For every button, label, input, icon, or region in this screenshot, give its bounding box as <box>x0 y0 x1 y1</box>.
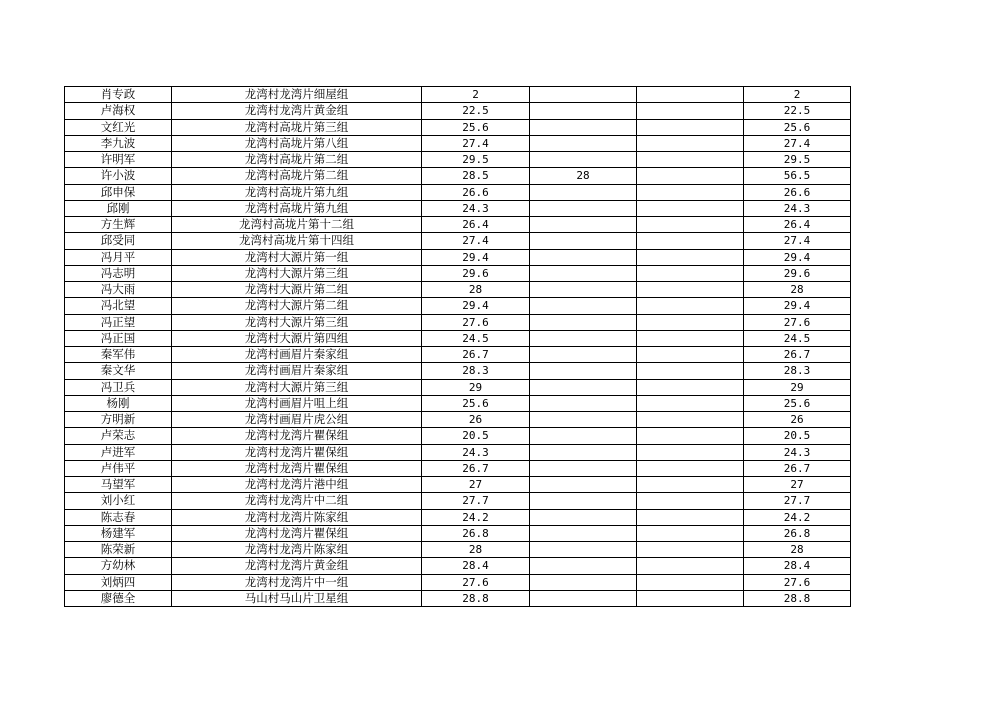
total-cell: 24.3 <box>744 200 851 216</box>
value-c-cell <box>637 347 744 363</box>
table-row <box>65 314 851 330</box>
name-cell: 杨刚 <box>65 395 172 411</box>
value-b-cell <box>530 395 637 411</box>
value-b-cell <box>530 412 637 428</box>
name-cell: 邱受同 <box>65 233 172 249</box>
value-b-cell <box>530 87 637 103</box>
location-cell: 龙湾村大源片第三组 <box>172 314 422 330</box>
location-cell: 龙湾村画眉片秦家组 <box>172 347 422 363</box>
table-row <box>65 184 851 200</box>
total-cell: 28.8 <box>744 590 851 606</box>
value-b-cell <box>530 347 637 363</box>
total-cell: 26.7 <box>744 460 851 476</box>
value-c-cell <box>637 395 744 411</box>
value-c-cell <box>637 87 744 103</box>
location-cell: 龙湾村高垅片第九组 <box>172 200 422 216</box>
value-c-cell <box>637 103 744 119</box>
value-b-cell <box>530 217 637 233</box>
table-row <box>65 542 851 558</box>
name-cell: 卢进军 <box>65 444 172 460</box>
total-cell: 29.4 <box>744 249 851 265</box>
total-cell: 27.7 <box>744 493 851 509</box>
value-a-cell: 29 <box>422 379 530 395</box>
total-cell: 20.5 <box>744 428 851 444</box>
location-cell: 龙湾村画眉片虎公组 <box>172 412 422 428</box>
value-c-cell <box>637 233 744 249</box>
value-c-cell <box>637 493 744 509</box>
location-cell: 龙湾村大源片第三组 <box>172 379 422 395</box>
table-row <box>65 233 851 249</box>
value-c-cell <box>637 574 744 590</box>
value-a-cell: 22.5 <box>422 103 530 119</box>
value-a-cell: 26.4 <box>422 217 530 233</box>
name-cell: 方生辉 <box>65 217 172 233</box>
value-b-cell <box>530 363 637 379</box>
table-row <box>65 412 851 428</box>
value-b-cell <box>530 119 637 135</box>
table-row <box>65 168 851 184</box>
value-c-cell <box>637 525 744 541</box>
value-a-cell: 29.5 <box>422 152 530 168</box>
location-cell: 龙湾村画眉片咀上组 <box>172 395 422 411</box>
total-cell: 27 <box>744 477 851 493</box>
value-b-cell <box>530 152 637 168</box>
value-c-cell <box>637 152 744 168</box>
value-b-cell <box>530 379 637 395</box>
total-cell: 56.5 <box>744 168 851 184</box>
value-c-cell <box>637 444 744 460</box>
table-row <box>65 217 851 233</box>
name-cell: 文红光 <box>65 119 172 135</box>
value-c-cell <box>637 460 744 476</box>
value-a-cell: 27.6 <box>422 314 530 330</box>
location-cell: 龙湾村龙湾片黄金组 <box>172 558 422 574</box>
total-cell: 28 <box>744 542 851 558</box>
total-cell: 27.6 <box>744 314 851 330</box>
value-b-cell <box>530 460 637 476</box>
value-a-cell: 29.4 <box>422 249 530 265</box>
name-cell: 马望军 <box>65 477 172 493</box>
location-cell: 龙湾村龙湾片中二组 <box>172 493 422 509</box>
total-cell: 27.4 <box>744 135 851 151</box>
value-a-cell: 27.4 <box>422 135 530 151</box>
name-cell: 许明军 <box>65 152 172 168</box>
value-b-cell: 28 <box>530 168 637 184</box>
name-cell: 杨建军 <box>65 525 172 541</box>
table-body <box>65 87 851 607</box>
table-row <box>65 574 851 590</box>
table-row <box>65 525 851 541</box>
table-row <box>65 395 851 411</box>
location-cell: 龙湾村高垅片第三组 <box>172 119 422 135</box>
total-cell: 29 <box>744 379 851 395</box>
table-row <box>65 347 851 363</box>
value-a-cell: 27.4 <box>422 233 530 249</box>
value-b-cell <box>530 314 637 330</box>
table-row <box>65 152 851 168</box>
total-cell: 26.7 <box>744 347 851 363</box>
table-row <box>65 282 851 298</box>
name-cell: 廖德全 <box>65 590 172 606</box>
value-c-cell <box>637 217 744 233</box>
value-b-cell <box>530 135 637 151</box>
location-cell: 龙湾村大源片第四组 <box>172 330 422 346</box>
table-row <box>65 460 851 476</box>
name-cell: 冯正望 <box>65 314 172 330</box>
value-c-cell <box>637 249 744 265</box>
name-cell: 刘小红 <box>65 493 172 509</box>
value-a-cell: 26.6 <box>422 184 530 200</box>
value-c-cell <box>637 590 744 606</box>
value-a-cell: 27 <box>422 477 530 493</box>
table-row <box>65 558 851 574</box>
value-b-cell <box>530 590 637 606</box>
location-cell: 龙湾村龙湾片瞿保组 <box>172 525 422 541</box>
value-c-cell <box>637 477 744 493</box>
value-a-cell: 25.6 <box>422 119 530 135</box>
total-cell: 2 <box>744 87 851 103</box>
location-cell: 龙湾村高垅片第八组 <box>172 135 422 151</box>
value-b-cell <box>530 509 637 525</box>
value-a-cell: 24.5 <box>422 330 530 346</box>
table-row <box>65 87 851 103</box>
name-cell: 方幼林 <box>65 558 172 574</box>
value-c-cell <box>637 168 744 184</box>
value-c-cell <box>637 265 744 281</box>
name-cell: 冯卫兵 <box>65 379 172 395</box>
name-cell: 秦文华 <box>65 363 172 379</box>
name-cell: 卢荣志 <box>65 428 172 444</box>
name-cell: 卢海权 <box>65 103 172 119</box>
table-row <box>65 103 851 119</box>
table-row <box>65 298 851 314</box>
value-b-cell <box>530 184 637 200</box>
table-row <box>65 379 851 395</box>
value-b-cell <box>530 265 637 281</box>
value-b-cell <box>530 525 637 541</box>
value-c-cell <box>637 200 744 216</box>
value-a-cell: 24.2 <box>422 509 530 525</box>
value-b-cell <box>530 542 637 558</box>
table-row <box>65 119 851 135</box>
table-row <box>65 477 851 493</box>
value-a-cell: 29.4 <box>422 298 530 314</box>
total-cell: 25.6 <box>744 119 851 135</box>
value-b-cell <box>530 428 637 444</box>
value-c-cell <box>637 314 744 330</box>
name-cell: 冯正国 <box>65 330 172 346</box>
location-cell: 龙湾村高垅片第九组 <box>172 184 422 200</box>
name-cell: 肖专政 <box>65 87 172 103</box>
name-cell: 秦军伟 <box>65 347 172 363</box>
location-cell: 龙湾村大源片第二组 <box>172 282 422 298</box>
location-cell: 龙湾村龙湾片港中组 <box>172 477 422 493</box>
value-c-cell <box>637 542 744 558</box>
table-row <box>65 330 851 346</box>
name-cell: 方明新 <box>65 412 172 428</box>
location-cell: 龙湾村画眉片秦家组 <box>172 363 422 379</box>
total-cell: 28.3 <box>744 363 851 379</box>
value-a-cell: 28 <box>422 282 530 298</box>
value-a-cell: 28.3 <box>422 363 530 379</box>
value-a-cell: 28.8 <box>422 590 530 606</box>
value-a-cell: 26.7 <box>422 460 530 476</box>
total-cell: 27.4 <box>744 233 851 249</box>
location-cell: 龙湾村高垅片第二组 <box>172 152 422 168</box>
value-b-cell <box>530 493 637 509</box>
total-cell: 29.4 <box>744 298 851 314</box>
value-b-cell <box>530 233 637 249</box>
table-row <box>65 428 851 444</box>
value-c-cell <box>637 412 744 428</box>
value-a-cell: 29.6 <box>422 265 530 281</box>
value-b-cell <box>530 298 637 314</box>
name-cell: 冯北望 <box>65 298 172 314</box>
total-cell: 26.4 <box>744 217 851 233</box>
total-cell: 26 <box>744 412 851 428</box>
value-a-cell: 26.7 <box>422 347 530 363</box>
table-row <box>65 590 851 606</box>
value-c-cell <box>637 135 744 151</box>
value-c-cell <box>637 363 744 379</box>
value-c-cell <box>637 282 744 298</box>
location-cell: 龙湾村龙湾片瞿保组 <box>172 428 422 444</box>
location-cell: 龙湾村龙湾片陈家组 <box>172 509 422 525</box>
value-c-cell <box>637 428 744 444</box>
value-c-cell <box>637 330 744 346</box>
value-b-cell <box>530 282 637 298</box>
value-a-cell: 20.5 <box>422 428 530 444</box>
total-cell: 27.6 <box>744 574 851 590</box>
value-b-cell <box>530 477 637 493</box>
location-cell: 龙湾村高垅片第二组 <box>172 168 422 184</box>
location-cell: 龙湾村龙湾片黄金组 <box>172 103 422 119</box>
location-cell: 龙湾村龙湾片瞿保组 <box>172 444 422 460</box>
total-cell: 28 <box>744 282 851 298</box>
location-cell: 龙湾村大源片第一组 <box>172 249 422 265</box>
value-b-cell <box>530 558 637 574</box>
value-c-cell <box>637 298 744 314</box>
name-cell: 邱申保 <box>65 184 172 200</box>
name-cell: 刘炳四 <box>65 574 172 590</box>
table-row <box>65 493 851 509</box>
value-c-cell <box>637 184 744 200</box>
name-cell: 陈志春 <box>65 509 172 525</box>
value-a-cell: 28.5 <box>422 168 530 184</box>
location-cell: 龙湾村龙湾片中一组 <box>172 574 422 590</box>
value-a-cell: 24.3 <box>422 444 530 460</box>
value-a-cell: 26 <box>422 412 530 428</box>
name-cell: 邱刚 <box>65 200 172 216</box>
total-cell: 24.3 <box>744 444 851 460</box>
total-cell: 26.8 <box>744 525 851 541</box>
location-cell: 龙湾村大源片第三组 <box>172 265 422 281</box>
location-cell: 龙湾村龙湾片陈家组 <box>172 542 422 558</box>
total-cell: 25.6 <box>744 395 851 411</box>
name-cell: 卢伟平 <box>65 460 172 476</box>
table-row <box>65 200 851 216</box>
value-c-cell <box>637 558 744 574</box>
location-cell: 龙湾村高垅片第十二组 <box>172 217 422 233</box>
name-cell: 冯大雨 <box>65 282 172 298</box>
data-table <box>64 86 851 607</box>
value-a-cell: 28.4 <box>422 558 530 574</box>
location-cell: 龙湾村高垅片第十四组 <box>172 233 422 249</box>
name-cell: 冯志明 <box>65 265 172 281</box>
value-a-cell: 26.8 <box>422 525 530 541</box>
value-c-cell <box>637 509 744 525</box>
table-row <box>65 135 851 151</box>
value-b-cell <box>530 249 637 265</box>
value-a-cell: 25.6 <box>422 395 530 411</box>
value-b-cell <box>530 200 637 216</box>
name-cell: 陈荣新 <box>65 542 172 558</box>
table-row <box>65 363 851 379</box>
total-cell: 26.6 <box>744 184 851 200</box>
location-cell: 马山村马山片卫星组 <box>172 590 422 606</box>
total-cell: 29.6 <box>744 265 851 281</box>
table-row <box>65 444 851 460</box>
location-cell: 龙湾村大源片第二组 <box>172 298 422 314</box>
location-cell: 龙湾村龙湾片细屋组 <box>172 87 422 103</box>
total-cell: 24.5 <box>744 330 851 346</box>
total-cell: 28.4 <box>744 558 851 574</box>
value-a-cell: 27.7 <box>422 493 530 509</box>
total-cell: 24.2 <box>744 509 851 525</box>
value-a-cell: 27.6 <box>422 574 530 590</box>
value-c-cell <box>637 119 744 135</box>
value-b-cell <box>530 103 637 119</box>
name-cell: 许小波 <box>65 168 172 184</box>
value-a-cell: 2 <box>422 87 530 103</box>
value-a-cell: 24.3 <box>422 200 530 216</box>
total-cell: 29.5 <box>744 152 851 168</box>
value-c-cell <box>637 379 744 395</box>
value-b-cell <box>530 330 637 346</box>
location-cell: 龙湾村龙湾片瞿保组 <box>172 460 422 476</box>
name-cell: 冯月平 <box>65 249 172 265</box>
value-b-cell <box>530 444 637 460</box>
total-cell: 22.5 <box>744 103 851 119</box>
name-cell: 李九波 <box>65 135 172 151</box>
table-row <box>65 509 851 525</box>
table-row <box>65 265 851 281</box>
value-b-cell <box>530 574 637 590</box>
value-a-cell: 28 <box>422 542 530 558</box>
table-row <box>65 249 851 265</box>
